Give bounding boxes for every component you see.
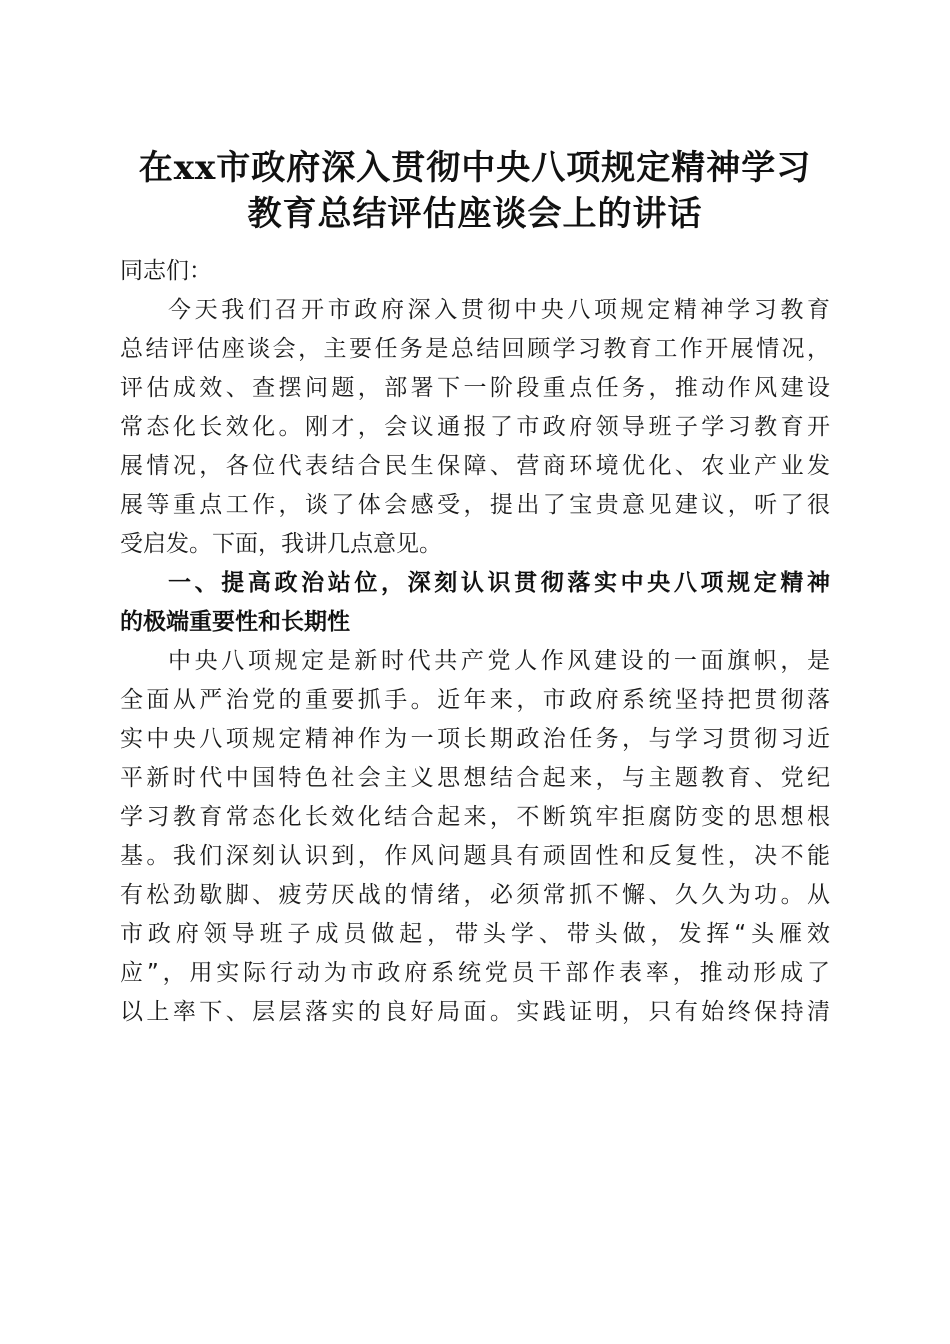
paragraph-2-line: 实中央八项规定精神作为一项长期政治任务，与学习贯彻习近	[120, 726, 830, 752]
paragraph-1-line: 常态化长效化。刚才，会议通报了市政府领导班子学习教育开	[120, 414, 830, 440]
paragraph-1-line: 展情况，各位代表结合民生保障、营商环境优化、农业产业发	[120, 453, 830, 479]
section-heading-line: 的极端重要性和长期性	[120, 609, 350, 635]
paragraph-2-line: 平新时代中国特色社会主义思想结合起来，与主题教育、党纪	[120, 765, 830, 791]
salutation: 同志们：	[120, 258, 212, 284]
paragraph-1-line: 展等重点工作，谈了体会感受，提出了宝贵意见建议，听了很	[120, 492, 830, 518]
paragraph-1-line: 今天我们召开市政府深入贯彻中央八项规定精神学习教育	[168, 297, 830, 323]
paragraph-1-line: 评估成效、查摆问题，部署下一阶段重点任务，推动作风建设	[120, 375, 830, 401]
paragraph-2-line: 学习教育常态化长效化结合起来，不断筑牢拒腐防变的思想根	[120, 804, 830, 830]
paragraph-2-line: 有松劲歇脚、疲劳厌战的情绪，必须常抓不懈、久久为功。从	[120, 882, 830, 908]
document-title-line-2: 教育总结评估座谈会上的讲话	[247, 194, 703, 234]
paragraph-2-line: 应”，用实际行动为市政府系统党员干部作表率，推动形成了	[120, 960, 830, 986]
paragraph-2-line: 中央八项规定是新时代共产党人作风建设的一面旗帜，是	[168, 648, 830, 674]
document-title-line-1: 在xx市政府深入贯彻中央八项规定精神学习	[138, 148, 812, 188]
paragraph-1-line: 受启发。下面，我讲几点意见。	[120, 531, 442, 557]
paragraph-2-line: 市政府领导班子成员做起，带头学、带头做，发挥“头雁效	[120, 921, 830, 947]
paragraph-2-line: 全面从严治党的重要抓手。近年来，市政府系统坚持把贯彻落	[120, 687, 830, 713]
paragraph-2-line: 基。我们深刻认识到，作风问题具有顽固性和反复性，决不能	[120, 843, 830, 869]
paragraph-2-line: 以上率下、层层落实的良好局面。实践证明，只有始终保持清	[120, 999, 830, 1025]
document-body	[120, 252, 830, 1032]
section-heading-line: 一、提高政治站位，深刻认识贯彻落实中央八项规定精神	[168, 570, 830, 596]
paragraph-1-line: 总结评估座谈会，主要任务是总结回顾学习教育工作开展情况，	[120, 336, 830, 362]
